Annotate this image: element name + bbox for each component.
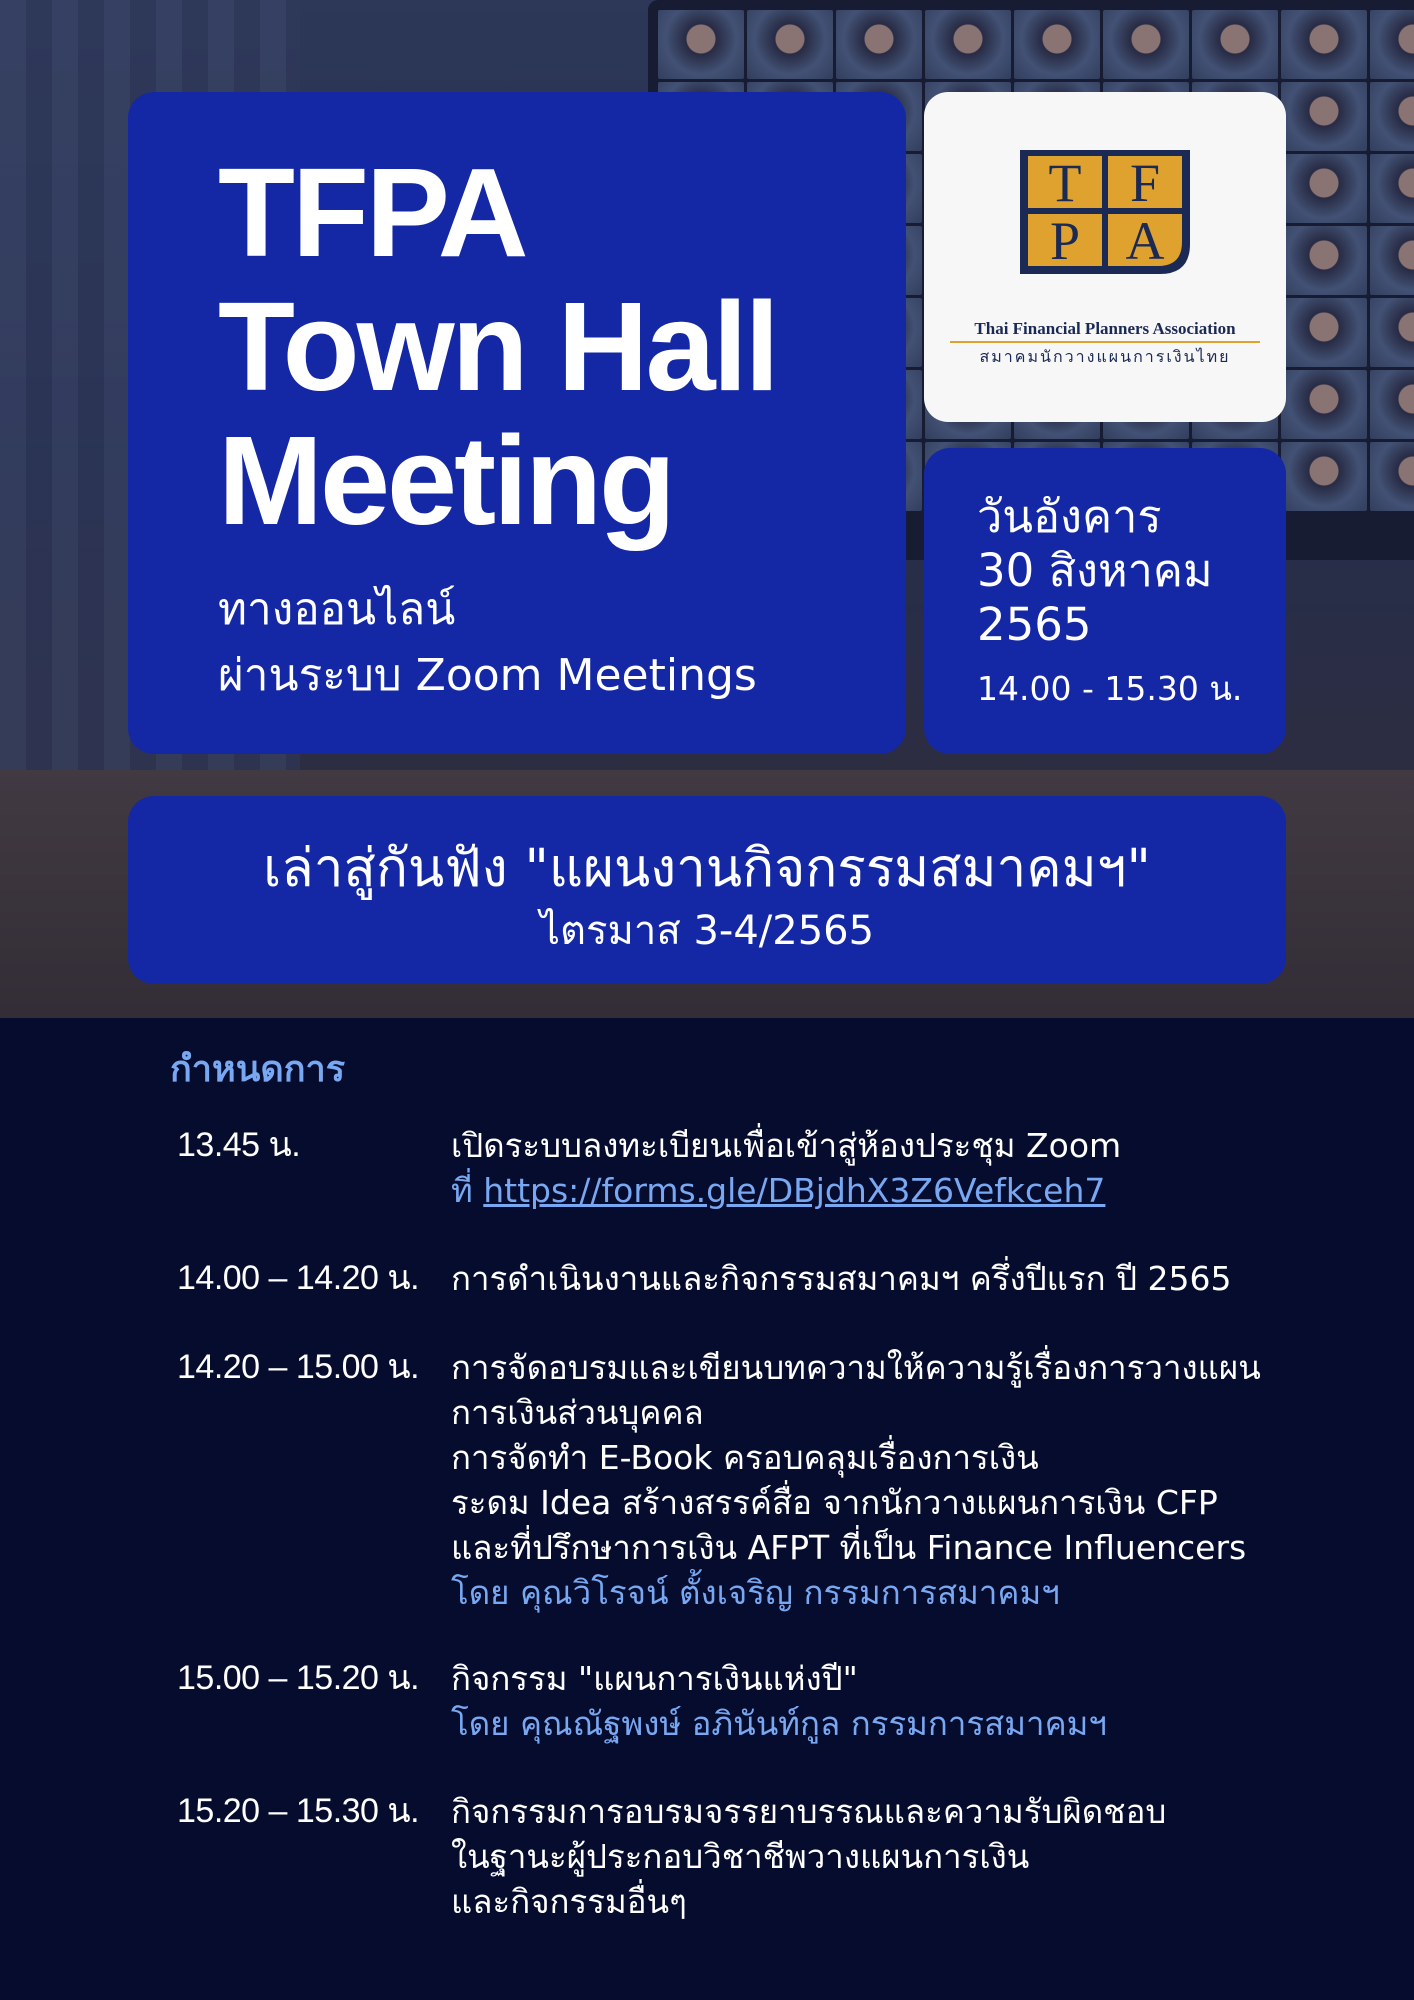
title-line-1: TFPA	[218, 142, 526, 283]
subtitle-line-2: ผ่านระบบ Zoom Meetings	[218, 650, 757, 701]
logo-name-th: สมาคมนักวางแผนการเงินไทย	[979, 347, 1231, 366]
logo-letter-f: F	[1129, 153, 1161, 213]
logo-letter-a: A	[1125, 211, 1165, 271]
registration-link[interactable]: https://forms.gle/DBjdhX3Z6Vefkceh7	[483, 1171, 1106, 1210]
topic-subtitle: ไตรมาส 3-4/2565	[539, 908, 875, 954]
agenda-details	[451, 1789, 1351, 1924]
agenda-line: กิจกรรม "แผนการเงินแห่งปี"	[451, 1659, 858, 1698]
agenda-time: 14.00 – 14.20 น.	[177, 1259, 420, 1297]
agenda-line: ระดม Idea สร้างสรรค์สื่อ จากนักวางแผนการเงิน CFP	[451, 1483, 1218, 1522]
agenda-line: เปิดระบบลงทะเบียนเพื่อเข้าสู่ห้องประชุม Zoom	[451, 1126, 1122, 1165]
logo-rule	[950, 341, 1260, 343]
logo-letter-t: T	[1048, 153, 1082, 213]
topic-card	[128, 796, 1286, 984]
date-time: 14.00 - 15.30 น.	[977, 669, 1243, 708]
logo-letter-p: P	[1049, 211, 1081, 271]
link-prefix: ที่	[451, 1171, 484, 1210]
agenda-line: การจัดทำ E-Book ครอบคลุมเรื่องการเงิน	[451, 1438, 1039, 1477]
title-line-3: Meeting	[218, 410, 674, 551]
agenda-line: การจัดอบรมและเขียนบทความให้ความรู้เรื่องการวางแผน	[451, 1348, 1261, 1387]
tfpa-logo	[924, 92, 1286, 422]
agenda-time: 14.20 – 15.00 น.	[177, 1348, 420, 1386]
registration-link-line	[451, 1168, 1351, 1213]
agenda-line: การเงินส่วนบุคคล	[451, 1393, 704, 1432]
agenda-line: กิจกรรมการอบรมจรรยาบรรณและความรับผิดชอบ	[451, 1792, 1167, 1831]
agenda-details	[451, 1256, 1351, 1301]
agenda-line: และกิจกรรมอื่นๆ	[451, 1882, 687, 1921]
title-card	[128, 92, 906, 754]
subtitle-line-1: ทางออนไลน์	[218, 584, 456, 635]
date-date: 30 สิงหาคม	[977, 544, 1213, 597]
agenda-speaker: โดย คุณณัฐพงษ์ อภินันท์กูล กรรมการสมาคมฯ	[451, 1704, 1107, 1743]
topic-title: เล่าสู่กันฟัง "แผนงานกิจกรรมสมาคมฯ"	[263, 838, 1151, 899]
agenda-details	[451, 1123, 1351, 1213]
date-year: 2565	[977, 598, 1092, 651]
agenda-time: 13.45 น.	[177, 1126, 301, 1164]
logo-card	[924, 92, 1286, 422]
logo-name-en: Thai Financial Planners Association	[974, 319, 1236, 338]
agenda-line: การดำเนินงานและกิจกรรมสมาคมฯ ครึ่งปีแรก ปี 2565	[451, 1259, 1232, 1298]
agenda-details	[451, 1345, 1351, 1615]
date-day: วันอังคาร	[977, 490, 1162, 543]
agenda-line: ในฐานะผู้ประกอบวิชาชีพวางแผนการเงิน	[451, 1837, 1030, 1876]
agenda-time: 15.20 – 15.30 น.	[177, 1792, 420, 1830]
agenda-time: 15.00 – 15.20 น.	[177, 1659, 420, 1697]
agenda-heading: กำหนดการ	[170, 1049, 346, 1090]
date-card	[924, 448, 1286, 754]
title-line-2: Town Hall	[218, 276, 777, 417]
agenda-details	[451, 1656, 1351, 1746]
agenda-line: และที่ปรึกษาการเงิน AFPT ที่เป็น Finance Influencers	[451, 1528, 1247, 1567]
agenda-speaker: โดย คุณวิโรจน์ ตั้งเจริญ กรรมการสมาคมฯ	[451, 1573, 1060, 1612]
